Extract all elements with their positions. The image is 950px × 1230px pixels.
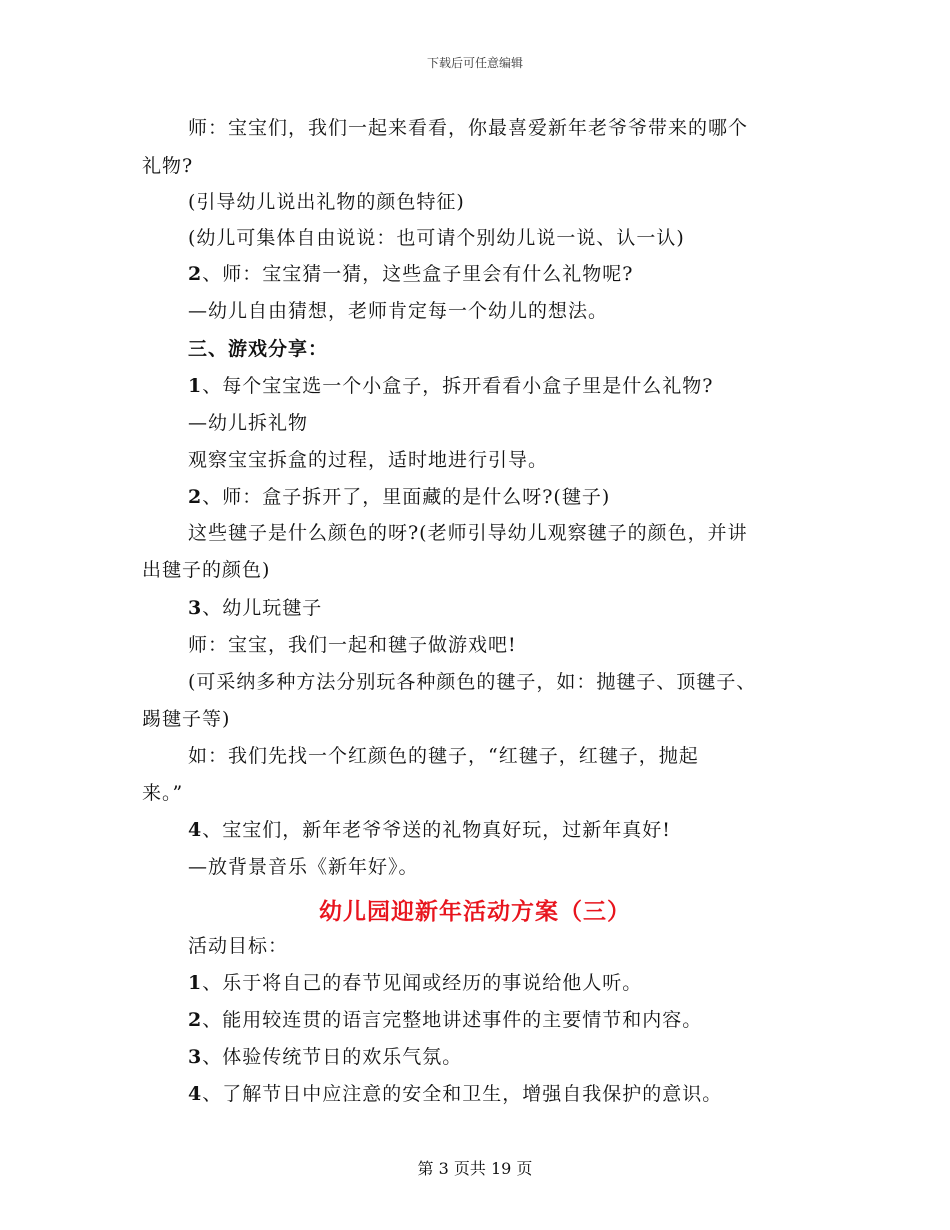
item-number: 1 [188,972,203,994]
paragraph-line: 师：宝宝，我们一起和毽子做游戏吧! [188,634,517,656]
paragraph-line [188,1008,702,1032]
item-number: 3 [188,597,203,619]
paragraph-line: 出毽子的颜色) [142,559,271,581]
paragraph-line [188,1045,462,1069]
paragraph-line [188,596,322,620]
paragraph-line: 观察宝宝拆盒的过程，适时地进行引导。 [188,449,549,471]
item-text: 、宝宝们，新年老爷爷送的礼物真好玩，过新年真好! [202,819,671,841]
item-text: 、每个宝宝选一个小盒子，拆开看看小盒子里是什么礼物? [202,375,714,397]
paragraph-line [188,374,713,398]
paragraph-line: (引导幼儿说出礼物的颜色特征) [188,191,465,213]
paragraph-line: 踢毽子等) [142,708,231,730]
item-text: 、师：盒子拆开了，里面藏的是什么呀?(毽子) [202,486,611,508]
paragraph-line [188,818,671,842]
paragraph-line [188,1082,722,1106]
paragraph-line: 活动目标： [188,935,289,957]
paragraph-line [188,262,633,286]
paragraph-line: —幼儿拆礼物 [188,412,309,434]
section-title: 幼儿园迎新年活动方案（三） [319,899,631,925]
item-number: 4 [188,819,203,841]
item-text: 、了解节日中应注意的安全和卫生，增强自我保护的意识。 [202,1083,723,1105]
item-number: 2 [188,486,203,508]
paragraph-line: (幼儿可集体自由说说：也可请个别幼儿说一说、认一认) [188,227,685,249]
paragraph-line: 如：我们先找一个红颜色的毽子，“红毽子，红毽子，抛起 [188,745,699,767]
paragraph-line [188,971,642,995]
item-number: 4 [188,1083,203,1105]
item-number: 1 [188,375,203,397]
paragraph-line: —幼儿自由猜想，老师肯定每一个幼儿的想法。 [188,300,609,322]
item-number: 2 [188,263,203,285]
paragraph-line: 来。” [142,782,184,804]
paragraph-line: 师：宝宝们，我们一起来看看，你最喜爱新年老爷爷带来的哪个 [188,117,749,139]
paragraph-line: 礼物? [142,155,194,177]
paragraph-line: 这些毽子是什么颜色的呀?(老师引导幼儿观察毽子的颜色，并讲 [188,522,748,544]
paragraph-line: —放背景音乐《新年好》。 [188,856,419,878]
page-footer: 第 3 页共 19 页 [417,1159,533,1178]
item-text: 、师：宝宝猜一猜，这些盒子里会有什么礼物呢? [202,263,634,285]
item-text: 、乐于将自己的春节见闻或经历的事说给他人听。 [202,972,643,994]
item-text: 、幼儿玩毽子 [202,597,323,619]
item-number: 2 [188,1009,203,1031]
section-heading [188,337,328,361]
item-text: 、体验传统节日的欢乐气氛。 [202,1046,463,1068]
section-heading-text: 三、游戏分享： [188,338,329,360]
paragraph-line [188,485,610,509]
item-text: 、能用较连贯的语言完整地讲述事件的主要情节和内容。 [202,1009,703,1031]
item-number: 3 [188,1046,203,1068]
page-header: 下载后可任意编辑 [426,56,523,70]
paragraph-line: (可采纳多种方法分别玩各种颜色的毽子，如：抛毽子、顶毽子、 [188,671,757,693]
